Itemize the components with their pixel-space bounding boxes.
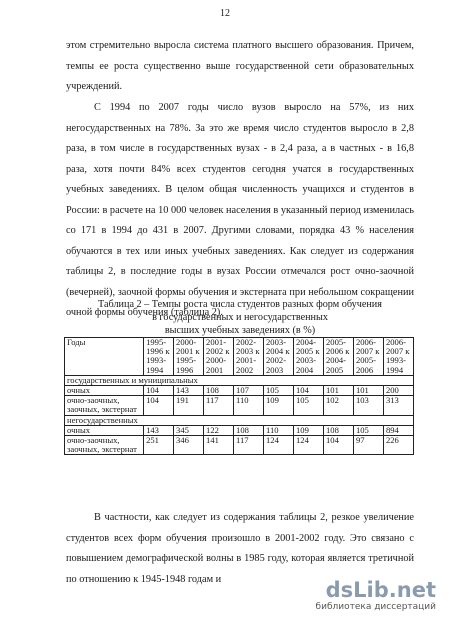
cell-value: 110	[234, 396, 264, 415]
header-year-6: 2004-2005 к 2003-2004	[293, 338, 323, 376]
header-year-2: 2000-2001 к 1995-1996	[174, 338, 204, 376]
dslib-logo: dsLib.net	[325, 578, 436, 602]
cell-value: 117	[234, 436, 264, 455]
table-row	[65, 436, 414, 455]
header-year-8: 2006-2007 к 2005-2006	[353, 338, 383, 376]
table-row	[65, 386, 414, 396]
cell-value: 104	[144, 386, 174, 396]
cell-value: 141	[204, 436, 234, 455]
cell-value: 110	[264, 425, 294, 435]
cell-value: 105	[293, 396, 323, 415]
page-number: 12	[220, 8, 230, 19]
dslib-subtitle: библиотека диссертаций	[315, 602, 436, 612]
paragraph-statistics: С 1994 по 2007 годы число вузов выросло на 57%, из них негосударственных на 78%. За это же время число студентов выросло в 2,8 раза, в том числе в государственных вузах - в 2,4 раза, а в частных - в 16,8 раза, хотя почти 84% всех студентов сегодня учатся в государственных учебных заведениях. В целом общая численность учащихся и студентов в России: в расчете на 10 000 человек населения в указанный период изменилась со 171 в 1994 до 431 в 2007. Другими словами, порядка 43 % населения обучаются в тех или иных учебных заведениях. Как следует из содержания таблицы 2, в последние годы в вузах России отмечался рост очно-заочной (вечерней), заочной формы обучения и экстерната при небольшом сокращении очной формы обучения (таблица 2).	[66, 102, 414, 318]
dslib-watermark-link[interactable]	[292, 578, 442, 614]
row-label: очных	[65, 425, 144, 435]
cell-value: 105	[353, 425, 383, 435]
row-label: очных	[65, 386, 144, 396]
growth-rate-table	[64, 337, 414, 455]
table-row	[65, 396, 414, 415]
cell-value: 108	[204, 386, 234, 396]
header-year-4: 2002-2003 к 2001-2002	[234, 338, 264, 376]
cell-value: 346	[174, 436, 204, 455]
cell-value: 107	[234, 386, 264, 396]
section-state-label: государственных и муниципальных	[65, 375, 414, 385]
table-row	[65, 425, 414, 435]
cell-value: 104	[323, 436, 353, 455]
table-header-row	[65, 338, 414, 376]
header-year-9: 2006-2007 к 1993-1994	[383, 338, 413, 376]
section-row-state	[65, 375, 414, 385]
cell-value: 124	[264, 436, 294, 455]
cell-value: 226	[383, 436, 413, 455]
cell-value: 191	[174, 396, 204, 415]
table-caption	[70, 298, 410, 337]
header-years: Годы	[65, 338, 144, 376]
cell-value: 104	[144, 396, 174, 415]
cell-value: 104	[293, 386, 323, 396]
paragraph-conclusion: В частности, как следует из содержания таблицы 2, резкое увеличение студентов всех форм обучения произошло в 2001-2002 году. Это связано с повышением демографической волны в 1985 году, которая является третичной по отношению к 1945-1948 годам и	[66, 512, 414, 585]
paragraph-intro: этом стремительно выросла система платного высшего образования. Причем, темпы ее роста существенно выше государственной сети образовательных учреждений.	[66, 40, 414, 92]
cell-value: 200	[383, 386, 413, 396]
header-year-1: 1995-1996 к 1993-1994	[144, 338, 174, 376]
cell-value: 109	[293, 425, 323, 435]
cell-value: 108	[323, 425, 353, 435]
section-private-label: негосударственных	[65, 415, 414, 425]
table-caption-line-2: в государственных и негосударственных	[152, 312, 328, 323]
cell-value: 108	[234, 425, 264, 435]
table-caption-line-3: высших учебных заведениях (в %)	[164, 325, 316, 336]
cell-value: 102	[323, 396, 353, 415]
cell-value: 143	[144, 425, 174, 435]
cell-value: 143	[174, 386, 204, 396]
table-caption-line-1: Таблица 2 – Темпы роста числа студентов разных форм обучения	[98, 299, 382, 310]
cell-value: 894	[383, 425, 413, 435]
cell-value: 124	[293, 436, 323, 455]
header-year-3: 2001-2002 к 2000-2001	[204, 338, 234, 376]
cell-value: 101	[323, 386, 353, 396]
cell-value: 101	[353, 386, 383, 396]
cell-value: 109	[264, 396, 294, 415]
cell-value: 103	[353, 396, 383, 415]
cell-value: 313	[383, 396, 413, 415]
section-row-private	[65, 415, 414, 425]
cell-value: 117	[204, 396, 234, 415]
row-label: очно-заочных, заочных, экстернат	[65, 396, 144, 415]
header-year-5: 2003-2004 к 2002-2003	[264, 338, 294, 376]
cell-value: 345	[174, 425, 204, 435]
header-year-7: 2005-2006 к 2004-2005	[323, 338, 353, 376]
cell-value: 251	[144, 436, 174, 455]
cell-value: 122	[204, 425, 234, 435]
row-label: очно-заочных, заочных, экстернат	[65, 436, 144, 455]
cell-value: 97	[353, 436, 383, 455]
cell-value: 105	[264, 386, 294, 396]
